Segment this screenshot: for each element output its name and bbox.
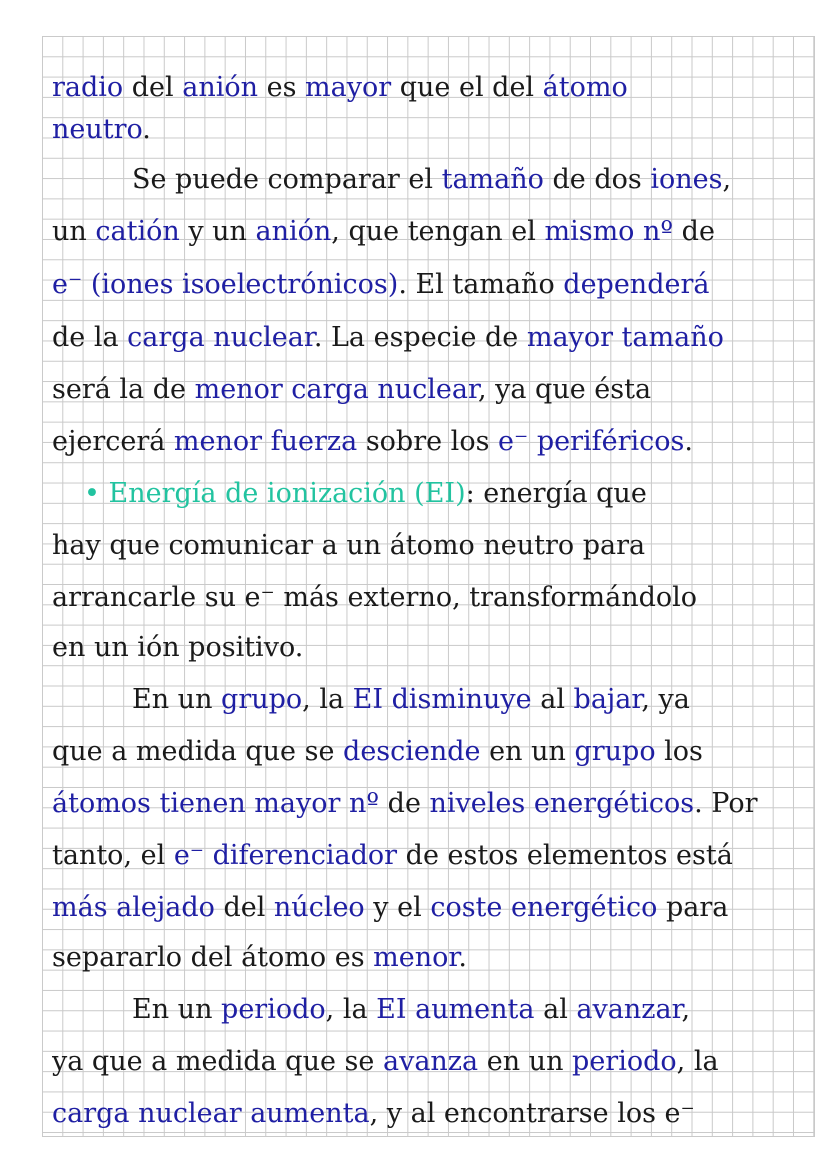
text-segment: , [722,164,732,195]
text-segment: EI aumenta [376,994,535,1025]
text-line-17 [52,888,812,928]
text-segment: , ya que ésta [477,374,652,405]
text-segment: e⁻ (iones isoelectrónicos) [52,269,399,300]
text-segment: y el [364,892,431,923]
text-segment: en un [478,1046,573,1077]
text-segment: mayor tamaño [526,322,724,353]
text-segment: de la [52,322,128,353]
text-segment: . Por [694,788,758,819]
text-segment: grupo [574,736,656,767]
text-line-8 [52,422,812,462]
text-segment: : energía que [465,478,647,509]
text-segment: periodo [572,1046,677,1077]
text-segment: , y al encontrarse los e⁻ [369,1098,695,1129]
text-segment: más alejado [52,892,215,923]
text-segment: periodo [221,994,326,1025]
text-line-15 [52,784,812,824]
text-segment: mayor [305,72,392,103]
text-segment: bajar [573,684,642,715]
text-segment: • Energía de ionización (EI) [84,478,466,509]
text-segment: niveles energéticos [429,788,695,819]
text-line-4 [52,212,812,252]
text-segment: menor [373,942,459,973]
text-segment: mismo nº [544,216,674,247]
text-segment: e⁻ periféricos [498,426,685,457]
text-segment: sobre los [357,426,499,457]
text-segment: . [458,942,467,973]
text-line-18 [52,938,812,978]
text-segment: en un ión positivo. [52,632,304,663]
text-line-11 [52,578,812,618]
text-segment: , la [676,1046,719,1077]
text-segment: , la [325,994,377,1025]
text-segment: avanza [382,1046,479,1077]
text-line-5 [52,265,812,305]
text-segment: . [684,426,693,457]
text-segment: de estos elementos está [397,840,733,871]
text-segment: átomos tienen mayor nº [52,788,380,819]
text-segment: , [681,994,691,1025]
text-segment: avanzar [576,994,682,1025]
text-segment: neutro [52,114,143,145]
text-segment: , ya [641,684,690,715]
text-segment: arrancarle su e⁻ más externo, transformándolo [52,582,698,613]
text-segment: para [657,892,729,923]
text-segment: en un [480,736,575,767]
text-segment: grupo [221,684,303,715]
text-line-1 [52,68,812,108]
text-line-13 [132,680,812,720]
text-segment: menor fuerza [173,426,358,457]
text-line-21 [52,1094,812,1134]
text-segment: . [142,114,151,145]
text-segment: desciende [343,736,481,767]
text-segment: dependerá [563,269,710,300]
text-segment: tanto, el [52,840,174,871]
text-line-20 [52,1042,812,1082]
text-line-3 [132,160,812,200]
text-segment: , que tengan el [331,216,545,247]
text-line-14 [52,732,812,772]
text-segment: de [379,788,430,819]
text-segment: separarlo del átomo es [52,942,374,973]
text-segment: hay que comunicar a un átomo neutro para [52,530,646,561]
text-segment: iones [650,164,723,195]
text-segment: y un [179,216,256,247]
text-segment: catión [95,216,180,247]
text-line-16 [52,836,812,876]
text-segment: e⁻ diferenciador [173,840,398,871]
text-segment: menor carga nuclear [194,374,478,405]
text-segment: núcleo [273,892,365,923]
text-segment: de [673,216,715,247]
text-segment: de dos [543,164,651,195]
text-line-19 [132,990,812,1030]
text-segment: un [52,216,96,247]
text-segment: . La especie de [313,322,527,353]
text-line-6 [52,318,812,358]
text-segment: En un [132,994,222,1025]
text-segment: anión [255,216,332,247]
text-line-9 [84,474,812,514]
text-segment: al [531,684,574,715]
text-segment: Se puede comparar el [132,164,442,195]
text-segment: que a medida que se [52,736,344,767]
text-segment: , la [302,684,353,715]
text-segment: al [534,994,577,1025]
text-segment: . El tamaño [398,269,564,300]
text-segment: carga nuclear [127,322,314,353]
text-segment: es [258,72,306,103]
text-line-7 [52,370,812,410]
text-line-10 [52,526,812,566]
text-segment: EI disminuye [352,684,532,715]
text-segment: del [214,892,274,923]
text-segment: ya que a medida que se [52,1046,383,1077]
text-segment: tamaño [441,164,544,195]
text-segment: radio [52,72,124,103]
text-segment: carga nuclear aumenta [52,1098,370,1129]
text-segment: anión [182,72,259,103]
text-line-12 [52,628,812,668]
text-segment: los [655,736,703,767]
text-segment: En un [132,684,222,715]
text-segment: átomo [542,72,628,103]
text-segment: que el del [391,72,543,103]
text-segment: será la de [52,374,195,405]
text-segment: coste energético [430,892,658,923]
text-line-2 [52,110,812,150]
text-segment: ejercerá [52,426,174,457]
text-segment: del [123,72,183,103]
